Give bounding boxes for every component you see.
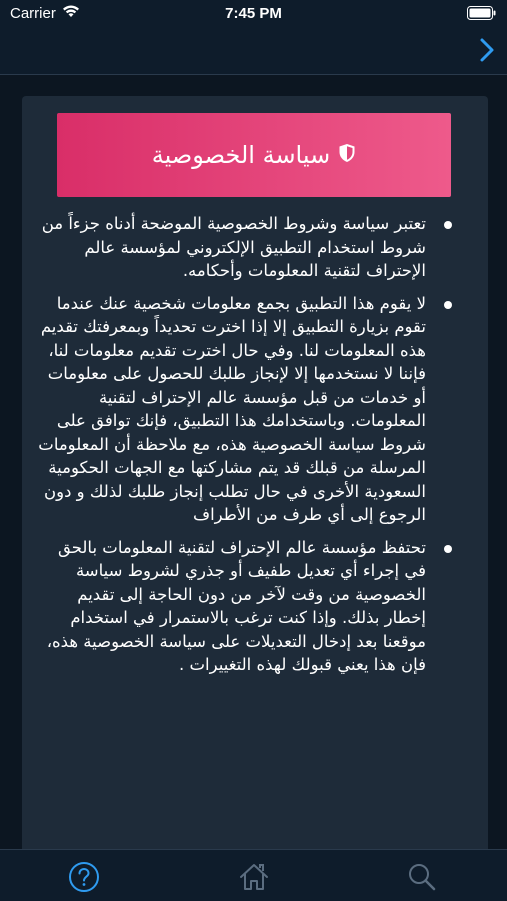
content-scroll-area[interactable] [0, 75, 507, 849]
privacy-card [22, 96, 488, 849]
paragraph-text: تعتبر سياسة وشروط الخصوصية الموضحة أدناه جزءاً من شروط استخدام التطبيق الإلكتروني لمؤسسة عالم الإحتراف لتقنية المعلومات وأحكامه. [41, 214, 426, 280]
carrier-label: Carrier [10, 5, 56, 22]
help-icon[interactable] [68, 861, 100, 893]
page-title-banner [57, 113, 451, 197]
bullet-icon [444, 545, 452, 553]
bullet-icon [444, 221, 452, 229]
status-time: 7:45 PM [225, 5, 282, 22]
policy-paragraph [32, 536, 452, 677]
policy-paragraph [32, 212, 452, 283]
search-icon[interactable] [406, 861, 438, 893]
bullet-icon [444, 301, 452, 309]
policy-list [32, 212, 452, 686]
policy-paragraph [32, 292, 452, 527]
navigation-bar [0, 28, 507, 75]
paragraph-text: تحتفظ مؤسسة عالم الإحتراف لتقنية المعلومات بالحق في إجراء أي تعديل طفيف أو جذري لشروط سياسة الخصوصية من وقت لآخر من دون الحاجة إلى تقديم إخطار بذلك. وإذا كنت ترغب بالاستمرار في استخدام موقعنا بعد إدخال التعديلات على سياسة الخصوصية هذه، فإن هذا يعني قبولك لهذه التغييرات . [46, 537, 426, 674]
battery-icon [467, 6, 497, 20]
tab-bar [0, 849, 507, 901]
chevron-right-icon[interactable] [477, 36, 497, 64]
paragraph-text: لا يقوم هذا التطبيق بجمع معلومات شخصية عنك عندما تقوم بزيارة التطبيق إلا إذا اخترت تحديداً وبمعرفتك تقديم هذه المعلومات لنا. وفي حال اخترت تقديم معلومات لنا، فإننا لا نستخدمها إلا لإنجاز طلبك للحصول على معلومات أو خدمات من قبل مؤسسة عالم الإحتراف لتقنية المعلومات. وباستخدامك هذا التطبيق، فإنك توافق على شروط سياسة الخصوصية هذه، مع ملاحظة أن المعلومات المرسلة من قبلك قد يتم مشاركتها مع الجهات الحكومية السعودية الأخرى في حال تطلب إنجاز طلبك لذلك و دون الرجوع إلى أي طرف من الأطراف [38, 293, 426, 524]
status-bar [0, 0, 507, 28]
shield-icon [338, 141, 356, 169]
page-title: سياسة الخصوصية [151, 141, 331, 169]
home-icon[interactable] [238, 861, 270, 893]
